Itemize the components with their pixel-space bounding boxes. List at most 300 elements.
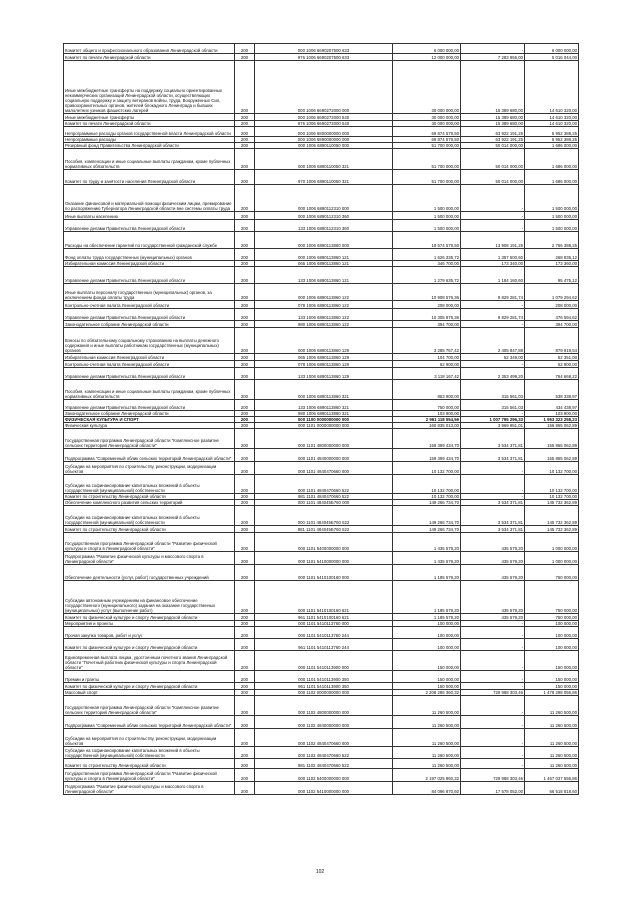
row-unexecuted-amount-cell: 750 000,00 xyxy=(525,565,579,581)
table-row xyxy=(64,261,579,267)
row-approved-amount-cell: 11 260 500,00 xyxy=(393,696,461,716)
row-approved-amount-cell: 69 874 579,50 xyxy=(393,137,461,143)
row-approved-amount-cell: 104 700,00 xyxy=(393,354,461,361)
row-unexecuted-amount-cell: 1 953 323 258,23 xyxy=(525,417,579,423)
row-name-cell: Законодательное собрание Ленинградской области xyxy=(64,411,235,417)
row-approved-amount-cell: 1 279 635,72 xyxy=(393,267,461,284)
table-row xyxy=(64,170,579,185)
row-approved-amount-cell: 1 500 000,00 xyxy=(393,220,461,232)
row-executed-amount-cell: - xyxy=(461,696,525,716)
table-row xyxy=(64,121,579,127)
row-classification-cell: 000 1102 4840000000 000 xyxy=(255,716,393,729)
row-code-cell: 200 xyxy=(235,321,255,328)
row-code-cell: 200 xyxy=(235,696,255,716)
row-code-cell: 200 xyxy=(235,232,255,249)
row-approved-amount-cell: 103 900,00 xyxy=(393,411,461,417)
row-classification-cell: 000 1101 5400000000 000 xyxy=(255,533,393,552)
row-unexecuted-amount-cell: 476 594,62 xyxy=(525,309,579,321)
row-code-cell: 200 xyxy=(235,127,255,137)
row-code-cell: 200 xyxy=(235,639,255,651)
row-executed-amount-cell: - xyxy=(461,212,525,220)
row-executed-amount-cell: - xyxy=(461,462,525,475)
row-executed-amount-cell: 63 922 191,25 xyxy=(461,137,525,143)
table-row xyxy=(64,565,579,581)
row-executed-amount-cell: 435 579,20 xyxy=(461,533,525,552)
row-unexecuted-amount-cell: 764 668,22 xyxy=(525,368,579,380)
row-code-cell: 200 xyxy=(235,328,255,354)
row-classification-cell: 981 1102 4840470660 522 xyxy=(255,759,393,769)
table-row xyxy=(64,249,579,261)
row-approved-amount-cell: 1 626 335,72 xyxy=(393,249,461,261)
row-code-cell: 200 xyxy=(235,747,255,759)
row-unexecuted-amount-cell: 52 351,00 xyxy=(525,354,579,361)
row-approved-amount-cell: 208 000,00 xyxy=(393,301,461,309)
row-classification-cell: 000 1102 0000000000 000 xyxy=(255,690,393,696)
row-code-cell: 200 xyxy=(235,417,255,423)
row-unexecuted-amount-cell: 1 000 000,00 xyxy=(525,533,579,552)
row-classification-cell: 000 1006 6690207500 633 xyxy=(255,44,393,54)
row-name-cell: Субсидии на софинансирование капитальных вложений в объекты государственной (муниципальной) собственности xyxy=(64,506,235,526)
row-unexecuted-amount-cell: 155 865 062,89 xyxy=(525,429,579,449)
row-executed-amount-cell: - xyxy=(461,639,525,651)
row-code-cell: 200 xyxy=(235,309,255,321)
row-classification-cell: 000 1006 6890113860 321 xyxy=(255,380,393,400)
row-executed-amount-cell: 729 988 303,46 xyxy=(461,690,525,696)
row-executed-amount-cell: 9 829 281,74 xyxy=(461,309,525,321)
row-approved-amount-cell: 1 185 579,20 xyxy=(393,581,461,614)
row-executed-amount-cell: 50 014 000,00 xyxy=(461,149,525,170)
row-classification-cell: 000 1006 6890112310 360 xyxy=(255,212,393,220)
row-approved-amount-cell: 160 835 013,00 xyxy=(393,423,461,429)
row-classification-cell: 976 1006 6690207500 633 xyxy=(255,54,393,61)
row-approved-amount-cell: 100 000,00 xyxy=(393,639,461,651)
row-name-cell: Избирательная комиссия Ленинградской области xyxy=(64,261,235,267)
row-classification-cell: 000 1006 6890113860 122 xyxy=(255,284,393,301)
row-code-cell: 200 xyxy=(235,114,255,121)
row-executed-amount-cell: 3 534 371,81 xyxy=(461,526,525,533)
row-unexecuted-amount-cell: 1 478 298 056,86 xyxy=(525,690,579,696)
table-row xyxy=(64,220,579,232)
row-unexecuted-amount-cell: 173 360,00 xyxy=(525,261,579,267)
row-code-cell: 200 xyxy=(235,54,255,61)
row-name-cell: Управление делами Правительства Ленинградской области xyxy=(64,220,235,232)
row-classification-cell: 000 1102 4840470660 522 xyxy=(255,747,393,759)
row-approved-amount-cell: 12 000 000,00 xyxy=(393,54,461,61)
table-row xyxy=(64,368,579,380)
row-name-cell: Массовый спорт xyxy=(64,690,235,696)
row-unexecuted-amount-cell: 11 260 500,00 xyxy=(525,759,579,769)
row-name-cell: Законодательное собрание Ленинградской области xyxy=(64,321,235,328)
row-executed-amount-cell: - xyxy=(461,185,525,212)
row-code-cell: 200 xyxy=(235,354,255,361)
row-classification-cell: 000 1006 6890113860 129 xyxy=(255,328,393,354)
table-row xyxy=(64,429,579,449)
row-classification-cell: 000 1101 5410100160 000 xyxy=(255,565,393,581)
table-row xyxy=(64,232,579,249)
row-classification-cell: 000 1101 4800000000 000 xyxy=(255,429,393,449)
row-classification-cell: 000 1006 6890113860 000 xyxy=(255,232,393,249)
row-name-cell: Физическая культура xyxy=(64,423,235,429)
table-row xyxy=(64,143,579,149)
row-executed-amount-cell: 1 184 160,60 xyxy=(461,267,525,284)
row-classification-cell: 000 1006 6890110050 000 xyxy=(255,143,393,149)
table-row xyxy=(64,328,579,354)
row-name-cell: Иные выплаты персоналу государственных (муниципальных) органов, за исключением фонда оплаты труда xyxy=(64,284,235,301)
row-executed-amount-cell: 729 988 303,46 xyxy=(461,769,525,782)
row-classification-cell: 000 1101 5410113900 350 xyxy=(255,671,393,683)
row-approved-amount-cell: 1 435 579,20 xyxy=(393,533,461,552)
row-unexecuted-amount-cell: 100 000,00 xyxy=(525,621,579,627)
row-approved-amount-cell: 6 000 000,00 xyxy=(393,44,461,54)
row-name-cell: ФИЗИЧЕСКАЯ КУЛЬТУРА И СПОРТ xyxy=(64,417,235,423)
row-classification-cell: 000 1101 484045Б760 522 xyxy=(255,506,393,526)
row-name-cell: Подпрограмма "Развитие физической культуры и массового спорта в Ленинградской области" xyxy=(64,552,235,565)
row-name-cell: Управление делами Правительства Ленинградской области xyxy=(64,400,235,411)
table-row xyxy=(64,149,579,170)
table-row xyxy=(64,729,579,747)
row-name-cell: Мероприятия и проекты xyxy=(64,621,235,627)
row-classification-cell: 000 1101 5410113760 000 xyxy=(255,621,393,627)
row-executed-amount-cell: 2 353 499,20 xyxy=(461,368,525,380)
row-executed-amount-cell: 15 389 680,00 xyxy=(461,61,525,114)
row-name-cell: Управление делами Правительства Ленинградской области xyxy=(64,368,235,380)
row-classification-cell: 961 1101 5410113900 350 xyxy=(255,683,393,690)
row-code-cell: 200 xyxy=(235,462,255,475)
row-name-cell: Иные межбюджетные трансферты на поддержку социально ориентированных некоммерческих организаций Ленинградской области, осуществляющих социальную поддержку и защиту ветеранов войны, труда, Вооруженных Сил, правоохранительных органов, жителей блокадного Ленинграда и бывших малолетних узников фашистских лагерей xyxy=(64,61,235,114)
row-classification-cell: 000 1101 5410100160 621 xyxy=(255,581,393,614)
table-row xyxy=(64,671,579,683)
row-name-cell: Контрольно-счетная палата Ленинградской области xyxy=(64,361,235,368)
table-row xyxy=(64,759,579,769)
row-unexecuted-amount-cell: 1 500 000,00 xyxy=(525,185,579,212)
row-unexecuted-amount-cell: 268 835,12 xyxy=(525,249,579,261)
row-name-cell: Пособия, компенсации и иные социальные выплаты гражданам, кроме публичных нормативных обязательств xyxy=(64,149,235,170)
row-executed-amount-cell: - xyxy=(461,651,525,671)
row-unexecuted-amount-cell: 145 732 362,89 xyxy=(525,500,579,506)
row-executed-amount-cell: - xyxy=(461,475,525,494)
table-row xyxy=(64,361,579,368)
row-name-cell: Государственная программа Ленинградской области "Развитие физической культуры и спорта в Ленинградской области" xyxy=(64,533,235,552)
row-classification-cell: 000 1006 6890000000 000 xyxy=(255,137,393,143)
row-approved-amount-cell: 1 500 000,00 xyxy=(393,212,461,220)
row-executed-amount-cell: 50 014 000,00 xyxy=(461,143,525,149)
row-approved-amount-cell: 149 266 734,70 xyxy=(393,500,461,506)
row-name-cell: Комитет по физической культуре и спорту Ленинградской области xyxy=(64,639,235,651)
row-unexecuted-amount-cell: 95 475,12 xyxy=(525,267,579,284)
row-code-cell: 200 xyxy=(235,261,255,267)
row-approved-amount-cell: 11 260 500,00 xyxy=(393,729,461,747)
row-code-cell: 200 xyxy=(235,782,255,795)
row-executed-amount-cell: 435 579,20 xyxy=(461,565,525,581)
row-unexecuted-amount-cell: 150 000,00 xyxy=(525,651,579,671)
row-code-cell: 200 xyxy=(235,284,255,301)
row-approved-amount-cell: 3 118 167,42 xyxy=(393,368,461,380)
row-name-cell: Непрограммные расходы xyxy=(64,137,235,143)
row-code-cell: 200 xyxy=(235,368,255,380)
row-unexecuted-amount-cell: 1 686 000,00 xyxy=(525,170,579,185)
row-name-cell: Контрольно-счетная палата Ленинградской области xyxy=(64,301,235,309)
row-classification-cell: 065 1006 6890113860 129 xyxy=(255,354,393,361)
row-executed-amount-cell: 315 561,03 xyxy=(461,380,525,400)
row-approved-amount-cell: 1 185 579,20 xyxy=(393,565,461,581)
row-executed-amount-cell: - xyxy=(461,301,525,309)
row-classification-cell: 000 1006 6690272000 000 xyxy=(255,61,393,114)
row-code-cell: 200 xyxy=(235,423,255,429)
row-approved-amount-cell: 750 000,00 xyxy=(393,400,461,411)
row-classification-cell: 000 1102 5410000000 000 xyxy=(255,782,393,795)
budget-table-body xyxy=(64,44,579,795)
row-classification-cell: 000 1006 6890112310 000 xyxy=(255,185,393,212)
row-name-cell: Комитет по печати Ленинградской области xyxy=(64,54,235,61)
row-executed-amount-cell: 3 534 371,81 xyxy=(461,500,525,506)
row-executed-amount-cell: 13 908 191,25 xyxy=(461,232,525,249)
row-code-cell: 200 xyxy=(235,565,255,581)
row-code-cell: 200 xyxy=(235,769,255,782)
row-unexecuted-amount-cell: 100 000,00 xyxy=(525,639,579,651)
row-classification-cell: 000 1102 5400000000 000 xyxy=(255,769,393,782)
row-approved-amount-cell: 346 700,00 xyxy=(393,261,461,267)
table-row xyxy=(64,380,579,400)
row-name-cell: Государственная программа Ленинградской области "Комплексное развитие сельских территорий Ленинградской области" xyxy=(64,696,235,716)
row-unexecuted-amount-cell: 62 900,00 xyxy=(525,361,579,368)
table-row xyxy=(64,533,579,552)
row-executed-amount-cell: 3 969 951,01 xyxy=(461,423,525,429)
row-name-cell: Единовременная выплата лицам, удостоенным почетного звания Ленинградской области "Почетный работник физической культуры и спорта Ленинградской области" xyxy=(64,651,235,671)
row-executed-amount-cell: 435 579,20 xyxy=(461,614,525,621)
table-row xyxy=(64,581,579,614)
row-unexecuted-amount-cell: 150 000,00 xyxy=(525,671,579,683)
table-row xyxy=(64,683,579,690)
row-executed-amount-cell: 435 579,20 xyxy=(461,552,525,565)
row-executed-amount-cell: - xyxy=(461,716,525,729)
row-classification-cell: 078 1006 6890113860 129 xyxy=(255,361,393,368)
row-code-cell: 200 xyxy=(235,651,255,671)
row-unexecuted-amount-cell: 1 500 000,00 xyxy=(525,212,579,220)
row-unexecuted-amount-cell: 103 900,00 xyxy=(525,411,579,417)
table-row xyxy=(64,185,579,212)
row-classification-cell: 000 1006 6890110050 321 xyxy=(255,149,393,170)
row-unexecuted-amount-cell: 100 000,00 xyxy=(525,627,579,639)
row-classification-cell: 065 1006 6890113860 121 xyxy=(255,261,393,267)
row-approved-amount-cell: 11 260 500,00 xyxy=(393,759,461,769)
row-approved-amount-cell: 11 260 500,00 xyxy=(393,716,461,729)
row-name-cell: Субсидии на мероприятия по строительству, реконструкции, модернизации объектов xyxy=(64,729,235,747)
row-code-cell: 200 xyxy=(235,759,255,769)
row-unexecuted-amount-cell: 879 919,54 xyxy=(525,328,579,354)
row-approved-amount-cell: 150 000,00 xyxy=(393,651,461,671)
row-code-cell: 200 xyxy=(235,475,255,494)
row-unexecuted-amount-cell: 1 686 000,00 xyxy=(525,149,579,170)
row-name-cell: Комитет по строительству Ленинградской области xyxy=(64,526,235,533)
row-name-cell: Комитет по строительству Ленинградской области xyxy=(64,759,235,769)
row-classification-cell: 000 1006 6690272000 540 xyxy=(255,114,393,121)
row-executed-amount-cell: 15 389 680,00 xyxy=(461,114,525,121)
row-unexecuted-amount-cell: 66 518 818,60 xyxy=(525,782,579,795)
row-approved-amount-cell: 10 132 700,00 xyxy=(393,462,461,475)
row-unexecuted-amount-cell: 6 000 000,00 xyxy=(525,44,579,54)
row-name-cell: Пособия, компенсации и иные социальные выплаты гражданам, кроме публичных нормативных обязательств xyxy=(64,380,235,400)
row-unexecuted-amount-cell: 14 610 320,00 xyxy=(525,121,579,127)
row-code-cell: 200 xyxy=(235,44,255,54)
row-unexecuted-amount-cell: 1 686 000,00 xyxy=(525,143,579,149)
row-executed-amount-cell: - xyxy=(461,220,525,232)
row-executed-amount-cell: - xyxy=(461,683,525,690)
row-classification-cell: 981 1101 4840470660 522 xyxy=(255,494,393,500)
row-executed-amount-cell: - xyxy=(461,759,525,769)
row-executed-amount-cell: - xyxy=(461,361,525,368)
table-row xyxy=(64,400,579,411)
row-name-cell: Расходы на обеспечение гарантий по государственной гражданской службе xyxy=(64,232,235,249)
row-approved-amount-cell: 10 305 876,36 xyxy=(393,309,461,321)
row-name-cell: Комитет по физической культуре и спорту Ленинградской области xyxy=(64,683,235,690)
table-row xyxy=(64,54,579,61)
row-classification-cell: 961 1101 5410100160 621 xyxy=(255,614,393,621)
row-code-cell: 200 xyxy=(235,267,255,284)
row-executed-amount-cell: 1 007 795 296,33 xyxy=(461,417,525,423)
row-code-cell: 200 xyxy=(235,220,255,232)
row-unexecuted-amount-cell: 14 610 320,00 xyxy=(525,61,579,114)
row-executed-amount-cell: 3 534 371,81 xyxy=(461,429,525,449)
table-row xyxy=(64,614,579,621)
row-approved-amount-cell: 100 000,00 xyxy=(393,621,461,627)
row-unexecuted-amount-cell: 750 000,00 xyxy=(525,581,579,614)
row-classification-cell: 000 1006 6800000000 000 xyxy=(255,127,393,137)
row-code-cell: 200 xyxy=(235,683,255,690)
row-name-cell: Премии и гранты xyxy=(64,671,235,683)
row-code-cell: 200 xyxy=(235,581,255,614)
row-name-cell: Комитет по труду и занятости населения Ленинградской области xyxy=(64,170,235,185)
row-approved-amount-cell: 2 961 118 554,56 xyxy=(393,417,461,423)
row-code-cell: 200 xyxy=(235,494,255,500)
row-unexecuted-amount-cell: 1 079 294,62 xyxy=(525,284,579,301)
row-unexecuted-amount-cell: 538 338,97 xyxy=(525,380,579,400)
row-name-cell: Управление делами Правительства Ленинградской области xyxy=(64,267,235,284)
row-name-cell: Подпрограмма "Развитие физической культуры и массового спорта в Ленинградской области" xyxy=(64,782,235,795)
row-approved-amount-cell: 51 700 000,00 xyxy=(393,170,461,185)
row-name-cell: Субсидии на мероприятия по строительству, реконструкции, модернизации объектов xyxy=(64,462,235,475)
row-executed-amount-cell: 9 829 281,74 xyxy=(461,284,525,301)
row-code-cell: 200 xyxy=(235,627,255,639)
budget-execution-table xyxy=(63,43,579,795)
row-name-cell: Субсидии автономным учреждениям на финансовое обеспечение государственного (муниципального) задания на оказание государственных (муниципальных) услуг (выполнение работ) xyxy=(64,581,235,614)
row-unexecuted-amount-cell: 145 732 362,89 xyxy=(525,506,579,526)
row-executed-amount-cell: - xyxy=(461,411,525,417)
row-unexecuted-amount-cell: 145 732 362,89 xyxy=(525,526,579,533)
row-unexecuted-amount-cell: 150 000,00 xyxy=(525,683,579,690)
row-executed-amount-cell: - xyxy=(461,729,525,747)
row-approved-amount-cell: 1 500 000,00 xyxy=(393,185,461,212)
row-approved-amount-cell: 3 285 767,42 xyxy=(393,328,461,354)
row-classification-cell: 981 1101 484045Б760 522 xyxy=(255,526,393,533)
row-approved-amount-cell: 2 197 025 860,32 xyxy=(393,769,461,782)
row-code-cell: 200 xyxy=(235,212,255,220)
row-unexecuted-amount-cell: 156 865 062,89 xyxy=(525,423,579,429)
row-name-cell: Иные межбюджетные трансферты xyxy=(64,114,235,121)
table-row xyxy=(64,309,579,321)
row-approved-amount-cell: 11 260 500,00 xyxy=(393,747,461,759)
row-approved-amount-cell: 62 900,00 xyxy=(393,361,461,368)
row-classification-cell: 000 1101 5410113900 000 xyxy=(255,651,393,671)
row-unexecuted-amount-cell: 5 952 388,25 xyxy=(525,127,579,137)
row-code-cell: 200 xyxy=(235,526,255,533)
row-classification-cell: 000 1102 4800000000 000 xyxy=(255,696,393,716)
row-name-cell: Комитет по печати Ленинградской области xyxy=(64,121,235,127)
row-executed-amount-cell: 63 922 191,25 xyxy=(461,127,525,137)
row-approved-amount-cell: 2 208 286 360,32 xyxy=(393,690,461,696)
row-executed-amount-cell: 3 534 371,81 xyxy=(461,449,525,462)
row-unexecuted-amount-cell: 11 260 500,00 xyxy=(525,696,579,716)
table-row xyxy=(64,639,579,651)
row-name-cell: Непрограммные расходы органов государственной власти Ленинградской области xyxy=(64,127,235,137)
row-code-cell: 200 xyxy=(235,552,255,565)
row-executed-amount-cell: 52 349,00 xyxy=(461,354,525,361)
row-classification-cell: 000 1101 5410113760 244 xyxy=(255,627,393,639)
row-name-cell: Оказание финансовой и материальной помощи физическим лицам, премирование по распоряжению Губернатора Ленинградской области вне системы оплаты труда xyxy=(64,185,235,212)
row-executed-amount-cell: 15 389 680,00 xyxy=(461,121,525,127)
table-row xyxy=(64,526,579,533)
row-unexecuted-amount-cell: 434 438,97 xyxy=(525,400,579,411)
row-classification-cell: 078 1006 6890113860 122 xyxy=(255,301,393,309)
row-unexecuted-amount-cell: 10 132 700,00 xyxy=(525,462,579,475)
row-approved-amount-cell: 150 000,00 xyxy=(393,683,461,690)
table-row xyxy=(64,212,579,220)
row-code-cell: 200 xyxy=(235,170,255,185)
row-code-cell: 200 xyxy=(235,614,255,621)
row-classification-cell: 133 1006 6890113860 121 xyxy=(255,267,393,284)
row-name-cell: Обеспечение комплексного развития сельских территорий xyxy=(64,500,235,506)
row-unexecuted-amount-cell: 14 610 320,00 xyxy=(525,114,579,121)
row-code-cell: 200 xyxy=(235,671,255,683)
row-code-cell: 200 xyxy=(235,429,255,449)
row-code-cell: 200 xyxy=(235,380,255,400)
row-classification-cell: 133 1006 6890113860 321 xyxy=(255,400,393,411)
row-code-cell: 200 xyxy=(235,149,255,170)
row-executed-amount-cell: 173 340,00 xyxy=(461,261,525,267)
row-executed-amount-cell: - xyxy=(461,44,525,54)
row-unexecuted-amount-cell: 750 000,00 xyxy=(525,614,579,621)
row-unexecuted-amount-cell: 394 700,00 xyxy=(525,321,579,328)
budget-report-page xyxy=(63,43,578,795)
row-classification-cell: 000 1101 4840470660 522 xyxy=(255,475,393,494)
row-executed-amount-cell: - xyxy=(461,321,525,328)
row-name-cell: Комитет по строительству Ленинградской области xyxy=(64,494,235,500)
row-unexecuted-amount-cell: 11 260 500,00 xyxy=(525,729,579,747)
row-approved-amount-cell: 10 132 700,00 xyxy=(393,475,461,494)
row-name-cell: Прочая закупка товаров, работ и услуг xyxy=(64,627,235,639)
row-name-cell: Обеспечение деятельности (услуг, работ) государственных учреждений xyxy=(64,565,235,581)
row-approved-amount-cell: 51 700 000,00 xyxy=(393,149,461,170)
table-row xyxy=(64,552,579,565)
row-unexecuted-amount-cell: 1 000 000,00 xyxy=(525,552,579,565)
table-row xyxy=(64,651,579,671)
page-number: 102 xyxy=(315,869,325,875)
row-executed-amount-cell: 1 357 500,60 xyxy=(461,249,525,261)
row-unexecuted-amount-cell: 1 467 037 556,86 xyxy=(525,769,579,782)
row-executed-amount-cell: - xyxy=(461,494,525,500)
table-row xyxy=(64,506,579,526)
row-executed-amount-cell: - xyxy=(461,747,525,759)
row-code-cell: 200 xyxy=(235,533,255,552)
row-executed-amount-cell: 435 579,20 xyxy=(461,581,525,614)
row-classification-cell: 000 1102 4840470660 000 xyxy=(255,729,393,747)
row-unexecuted-amount-cell: 10 132 700,00 xyxy=(525,494,579,500)
row-executed-amount-cell: - xyxy=(461,671,525,683)
row-approved-amount-cell: 149 266 734,70 xyxy=(393,526,461,533)
row-approved-amount-cell: 84 096 870,60 xyxy=(393,782,461,795)
row-executed-amount-cell: 50 014 000,00 xyxy=(461,170,525,185)
table-row xyxy=(64,716,579,729)
table-row xyxy=(64,449,579,462)
